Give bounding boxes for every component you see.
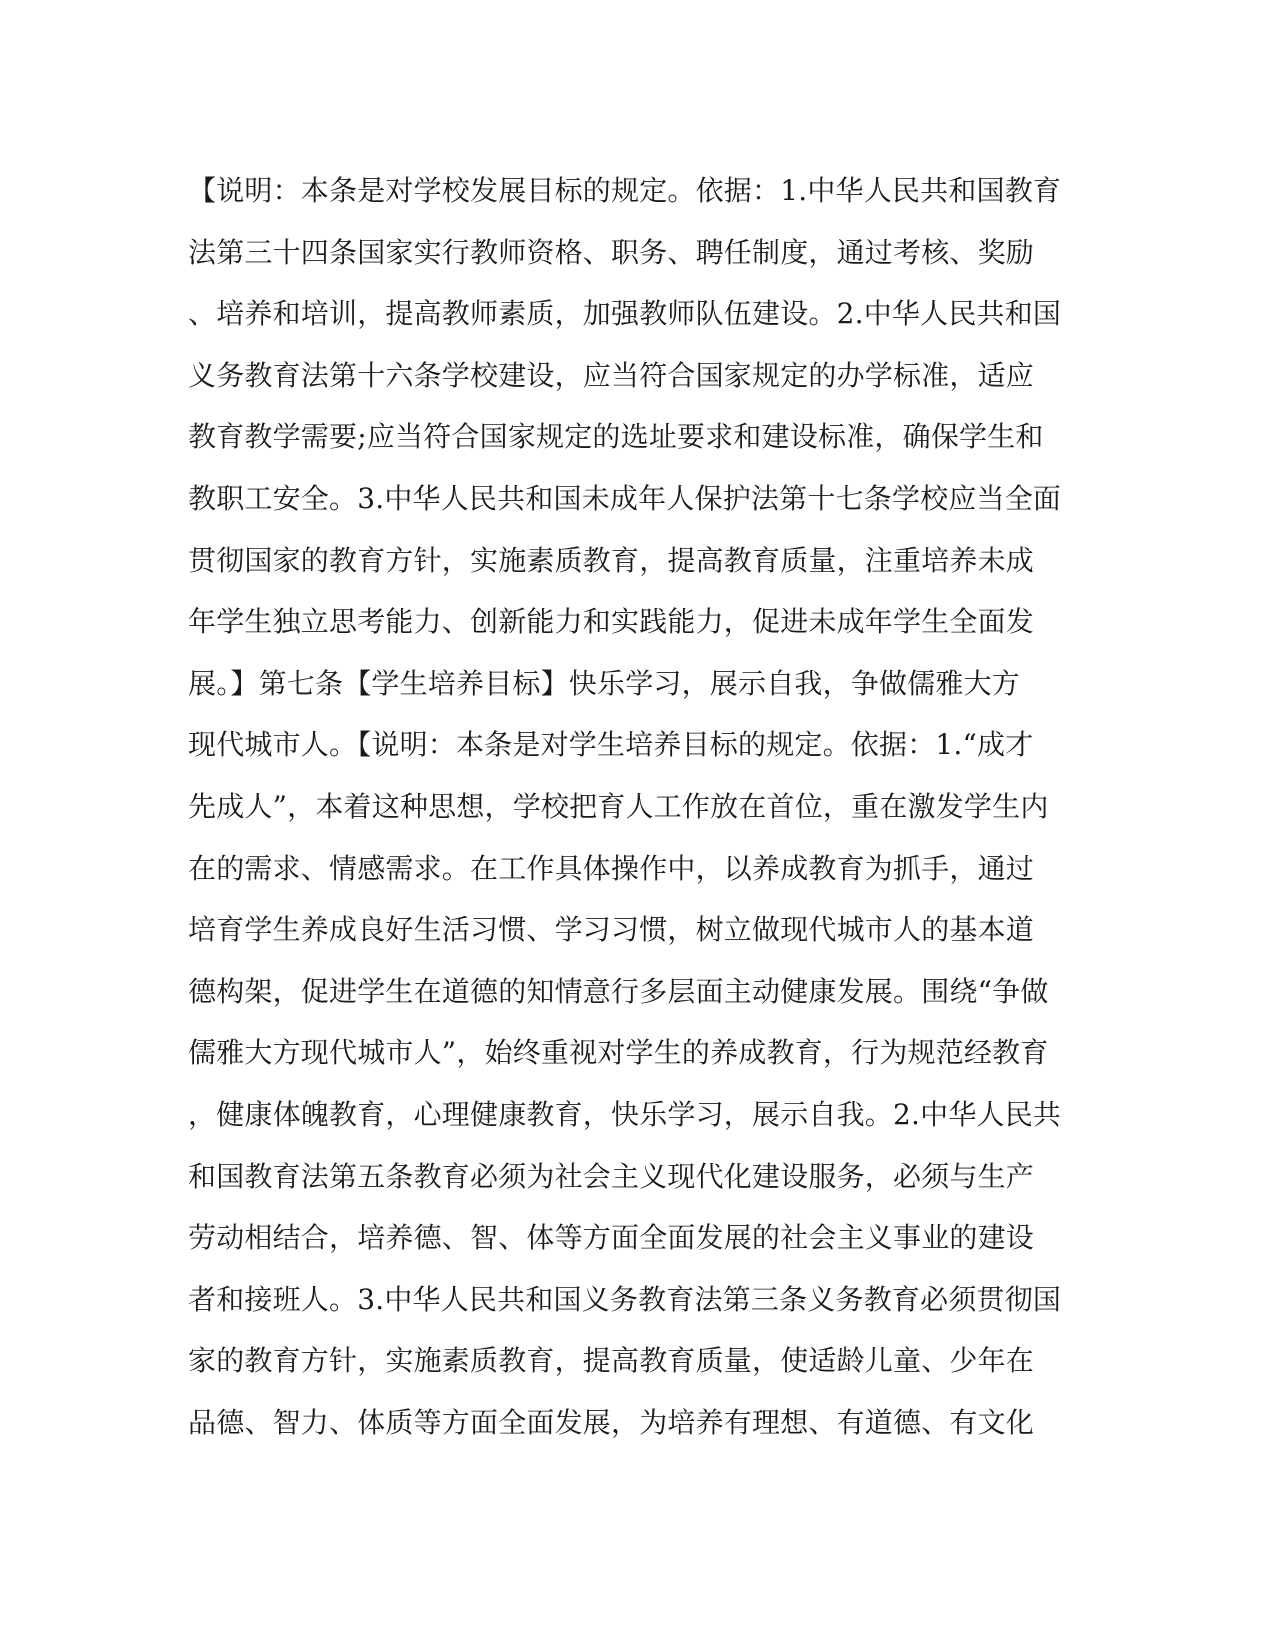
text-line: 、培养和培训，提高教师素质，加强教师队伍建设。2.中华人民共和国	[188, 297, 1062, 331]
text-line: 展。】第七条【学生培养目标】快乐学习，展示自我，争做儒雅大方	[188, 666, 1021, 700]
text-line: 先成人”，本着这种思想，学校把育人工作放在首位，重在激发学生内	[188, 789, 1049, 823]
text-line: 者和接班人。3.中华人民共和国义务教育法第三条义务教育必须贯彻国	[188, 1282, 1062, 1316]
document-body	[188, 160, 1088, 1453]
text-line: 【说明：本条是对学校发展目标的规定。依据：1.中华人民共和国教育	[188, 174, 1062, 207]
text-line: 和国教育法第五条教育必须为社会主义现代化建设服务，必须与生产	[188, 1159, 1035, 1193]
text-line: 儒雅大方现代城市人”，始终重视对学生的养成教育，行为规范经教育	[188, 1036, 1049, 1070]
text-line: 在的需求、情感需求。在工作具体操作中，以养成教育为抓手，通过	[188, 851, 1035, 885]
text-line: 劳动相结合，培养德、智、体等方面全面发展的社会主义事业的建设	[188, 1221, 1035, 1255]
text-line: 现代城市人。【说明：本条是对学生培养目标的规定。依据：1.“成才	[188, 728, 1034, 762]
text-line: 教育教学需要;应当符合国家规定的选址要求和建设标准，确保学生和	[188, 420, 1044, 454]
text-line: 品德、智力、体质等方面全面发展，为培养有理想、有道德、有文化	[188, 1405, 1035, 1439]
text-line: 教职工安全。3.中华人民共和国未成年人保护法第十七条学校应当全面	[188, 481, 1062, 515]
text-line: 家的教育方针，实施素质教育，提高教育质量，使适龄儿童、少年在	[188, 1344, 1035, 1378]
text-line: 义务教育法第十六条学校建设，应当符合国家规定的办学标准，适应	[188, 358, 1035, 392]
text-line: 年学生独立思考能力、创新能力和实践能力，促进未成年学生全面发	[188, 605, 1035, 639]
text-line: 培育学生养成良好生活习惯、学习习惯，树立做现代城市人的基本道	[188, 913, 1035, 947]
text-line: 德构架，促进学生在道德的知情意行多层面主动健康发展。围绕“争做	[188, 974, 1049, 1008]
text-line: 法第三十四条国家实行教师资格、职务、聘任制度，通过考核、奖励	[188, 235, 1035, 269]
text-line: ，健康体魄教育，心理健康教育，快乐学习，展示自我。2.中华人民共	[188, 1097, 1062, 1131]
text-line: 贯彻国家的教育方针，实施素质教育，提高教育质量，注重培养未成	[188, 543, 1035, 577]
